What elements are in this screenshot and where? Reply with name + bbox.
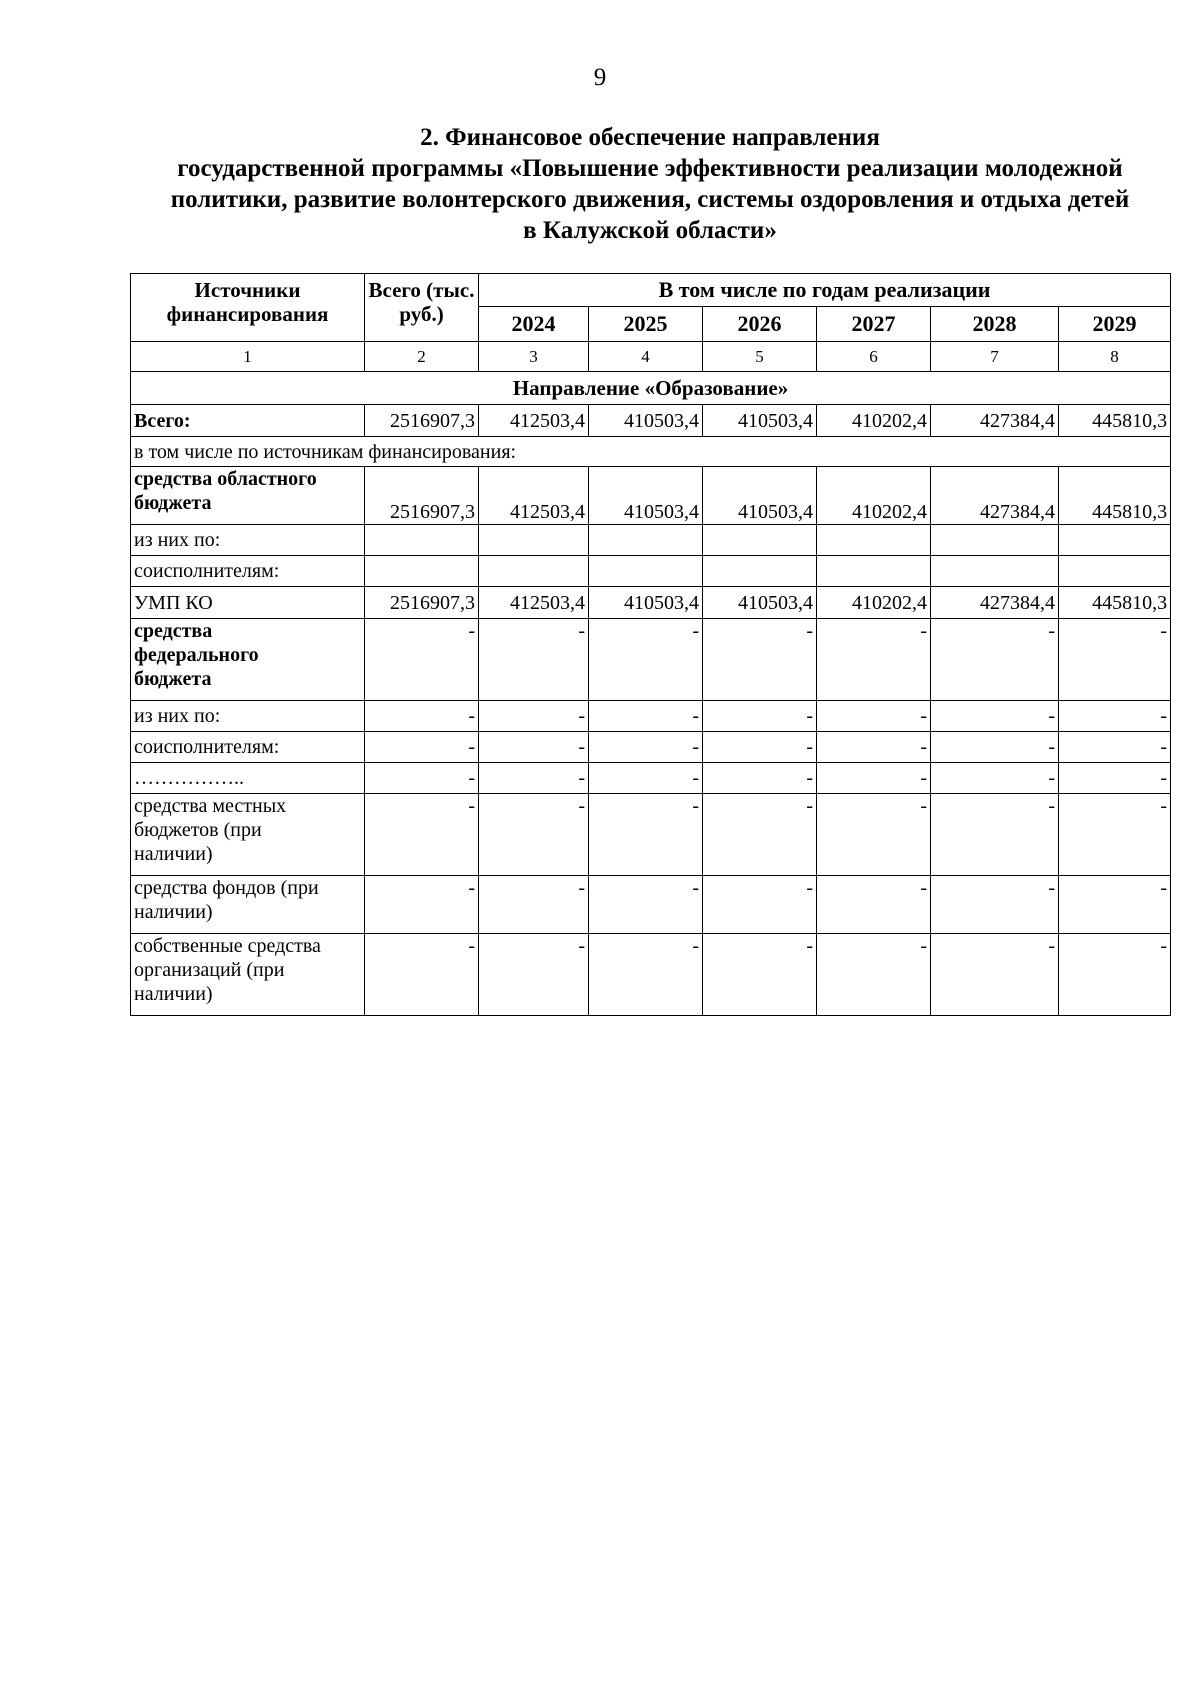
cell-value: -: [931, 876, 1059, 934]
cell-value: 410503,4: [589, 467, 703, 525]
cell-value: 410503,4: [589, 587, 703, 619]
cell-value: 2516907,3: [365, 405, 479, 437]
cell-value: 2516907,3: [365, 587, 479, 619]
cell-value: [703, 556, 817, 587]
cell-value: -: [817, 619, 931, 701]
cell-value: 445810,3: [1059, 405, 1171, 437]
cell-value: -: [589, 619, 703, 701]
cell-value: 410202,4: [817, 467, 931, 525]
table-row: [131, 525, 1171, 556]
cell-value: -: [365, 934, 479, 1016]
cell-value: -: [931, 763, 1059, 794]
section-heading: Направление «Образование»: [131, 372, 1171, 405]
cell-value: -: [703, 934, 817, 1016]
cell-value: -: [817, 763, 931, 794]
cell-value: -: [365, 794, 479, 876]
cell-value: -: [703, 876, 817, 934]
row-label: соисполнителям:: [131, 732, 365, 763]
cell-value: -: [817, 934, 931, 1016]
cell-value: [1059, 525, 1171, 556]
row-label: Всего:: [131, 405, 365, 437]
cell-value: 2516907,3: [365, 467, 479, 525]
cell-value: -: [479, 763, 589, 794]
header-year: 2029: [1059, 307, 1171, 342]
header-year: 2028: [931, 307, 1059, 342]
header-year: 2026: [703, 307, 817, 342]
cell-value: [1059, 556, 1171, 587]
cell-value: -: [931, 934, 1059, 1016]
row-label: из них по:: [131, 701, 365, 732]
row-label: собственные средства организаций (при наличии): [131, 934, 365, 1016]
cell-value: -: [589, 732, 703, 763]
cell-value: [479, 556, 589, 587]
column-number: 3: [479, 342, 589, 372]
column-number: 8: [1059, 342, 1171, 372]
header-sources: Источники финансирования: [131, 274, 365, 342]
cell-value: [589, 556, 703, 587]
header-total: Всего (тыс. руб.): [365, 274, 479, 342]
cell-value: -: [817, 732, 931, 763]
cell-value: -: [365, 619, 479, 701]
cell-value: -: [589, 701, 703, 732]
cell-value: -: [589, 934, 703, 1016]
cell-value: -: [479, 934, 589, 1016]
cell-value: 410202,4: [817, 587, 931, 619]
cell-value: 427384,4: [931, 467, 1059, 525]
header-by-years: В том числе по годам реализации: [479, 274, 1171, 307]
cell-value: -: [589, 763, 703, 794]
cell-value: -: [365, 732, 479, 763]
cell-value: -: [479, 732, 589, 763]
cell-value: 410503,4: [703, 587, 817, 619]
column-number: 6: [817, 342, 931, 372]
cell-value: -: [817, 794, 931, 876]
cell-value: [931, 556, 1059, 587]
table-row: [131, 701, 1171, 732]
cell-value: -: [1059, 701, 1171, 732]
column-number: 5: [703, 342, 817, 372]
cell-value: -: [1059, 876, 1171, 934]
cell-value: -: [1059, 934, 1171, 1016]
title-line: 2. Финансовое обеспечение направления: [420, 124, 880, 151]
row-label: средства областного бюджета: [131, 467, 365, 525]
table-row-subheading: [131, 437, 1171, 467]
row-label: средства фондов (при наличии): [131, 876, 365, 934]
cell-value: 410202,4: [817, 405, 931, 437]
row-label: из них по:: [131, 525, 365, 556]
header-year: 2027: [817, 307, 931, 342]
table-row: [131, 794, 1171, 876]
cell-value: -: [1059, 763, 1171, 794]
row-label: соисполнителям:: [131, 556, 365, 587]
cell-value: -: [1059, 619, 1171, 701]
title-line: в Калужской области»: [523, 217, 777, 244]
cell-value: 445810,3: [1059, 587, 1171, 619]
cell-value: -: [703, 794, 817, 876]
column-number-row: [131, 342, 1171, 372]
cell-value: -: [703, 619, 817, 701]
header-row: [131, 274, 1171, 307]
cell-value: 410503,4: [703, 467, 817, 525]
cell-value: [479, 525, 589, 556]
cell-value: 445810,3: [1059, 467, 1171, 525]
table-row: [131, 876, 1171, 934]
cell-value: -: [479, 701, 589, 732]
cell-value: -: [589, 794, 703, 876]
table-row: [131, 732, 1171, 763]
cell-value: 410503,4: [589, 405, 703, 437]
header-year: 2024: [479, 307, 589, 342]
cell-value: [817, 556, 931, 587]
column-number: 2: [365, 342, 479, 372]
cell-value: 427384,4: [931, 405, 1059, 437]
table-row-total: [131, 405, 1171, 437]
cell-value: [817, 525, 931, 556]
cell-value: -: [703, 701, 817, 732]
cell-value: -: [479, 876, 589, 934]
cell-value: -: [1059, 794, 1171, 876]
cell-value: [365, 525, 479, 556]
column-number: 4: [589, 342, 703, 372]
cell-value: -: [365, 701, 479, 732]
cell-value: 427384,4: [931, 587, 1059, 619]
cell-value: -: [479, 794, 589, 876]
cell-value: [931, 525, 1059, 556]
cell-value: -: [931, 619, 1059, 701]
cell-value: -: [365, 763, 479, 794]
section-title: [130, 122, 1170, 246]
cell-value: -: [817, 701, 931, 732]
cell-value: -: [589, 876, 703, 934]
section-row: [131, 372, 1171, 405]
cell-value: 412503,4: [479, 587, 589, 619]
cell-value: 412503,4: [479, 405, 589, 437]
table-row-regional-budget: [131, 467, 1171, 525]
cell-value: -: [703, 763, 817, 794]
cell-value: [703, 525, 817, 556]
table-row-federal-budget: [131, 619, 1171, 701]
table-row: [131, 763, 1171, 794]
cell-value: -: [479, 619, 589, 701]
column-number: 1: [131, 342, 365, 372]
cell-value: -: [1059, 732, 1171, 763]
cell-value: 412503,4: [479, 467, 589, 525]
table-row: [131, 934, 1171, 1016]
row-label: ……………..: [131, 763, 365, 794]
financing-table: [130, 273, 1171, 1016]
title-line: политики, развитие волонтерского движения, системы оздоровления и отдыха детей: [170, 186, 1130, 213]
page-number: 9: [593, 64, 607, 91]
row-label: УМП КО: [131, 587, 365, 619]
cell-value: 410503,4: [703, 405, 817, 437]
cell-value: -: [931, 794, 1059, 876]
title-line: государственной программы «Повышение эффективности реализации молодежной: [177, 155, 1123, 182]
cell-value: -: [817, 876, 931, 934]
cell-value: -: [703, 732, 817, 763]
column-number: 7: [931, 342, 1059, 372]
row-label: средства федерального бюджета: [131, 619, 365, 701]
cell-value: [365, 556, 479, 587]
table-row: [131, 556, 1171, 587]
header-year: 2025: [589, 307, 703, 342]
cell-value: [589, 525, 703, 556]
cell-value: -: [931, 701, 1059, 732]
table-row-ump-ko: [131, 587, 1171, 619]
cell-value: -: [365, 876, 479, 934]
row-label: средства местных бюджетов (при наличии): [131, 794, 365, 876]
row-label: в том числе по источникам финансирования:: [131, 437, 1171, 467]
cell-value: -: [931, 732, 1059, 763]
